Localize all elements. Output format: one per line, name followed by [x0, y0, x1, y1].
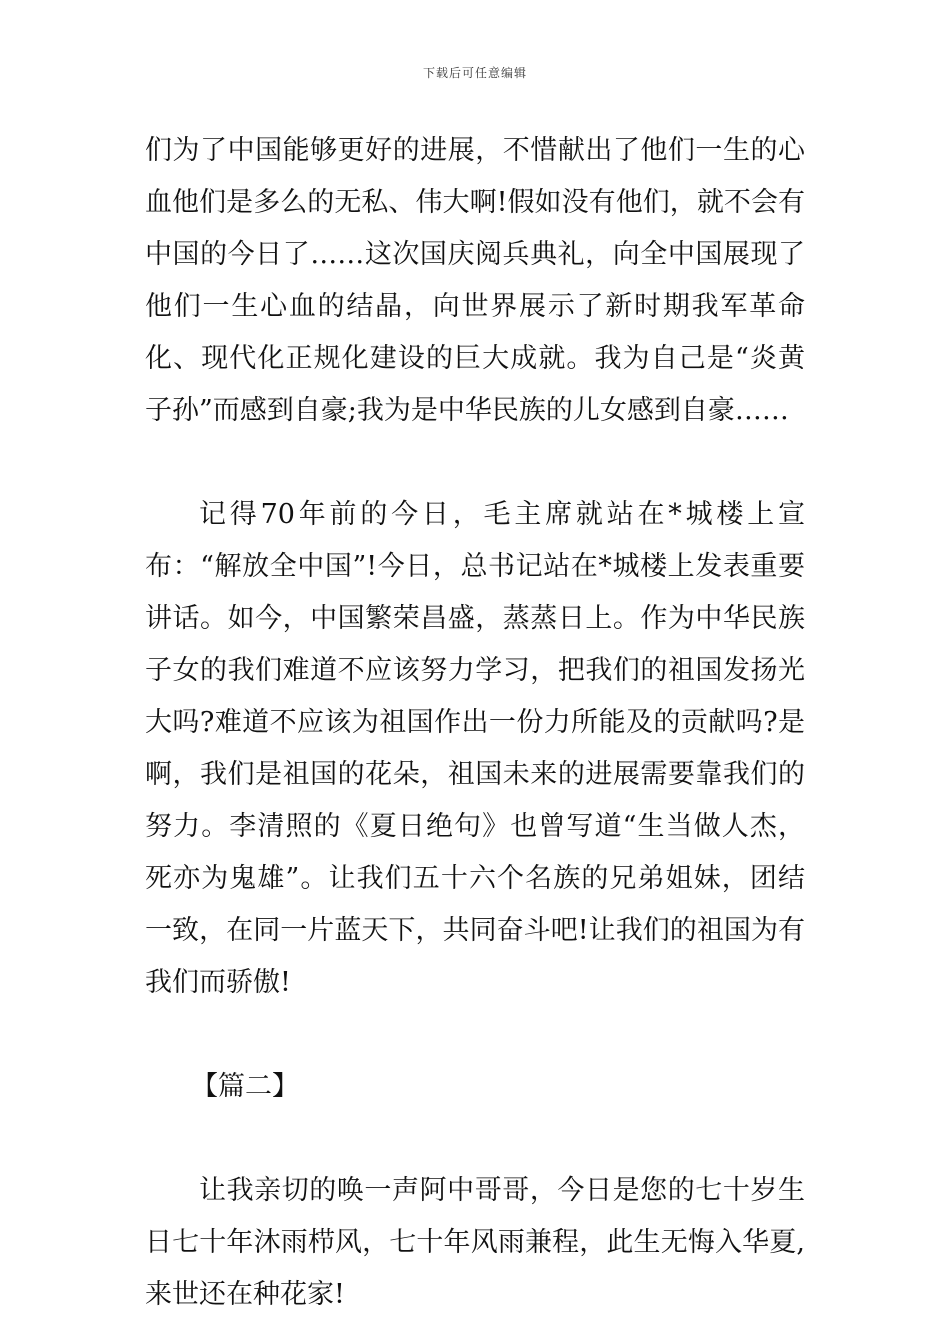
paragraph-2: 记得70年前的今日，毛主席就站在*城楼上宣布：“解放全中国”!今日，总书记站在*城楼上发表重要讲话。如今，中国繁荣昌盛，蒸蒸日上。作为中华民族子女的我们难道不应该努力学习，把我们的祖国发扬光大吗?难道不应该为祖国作出一份力所能及的贡献吗?是啊，我们是祖国的花朵，祖国未来的进展需要靠我们的努力。李清照的《夏日绝句》也曾写道“生当做人杰，死亦为鬼雄”。让我们五十六个名族的兄弟姐妹，团结一致，在同一片蓝天下，共同奋斗吧!让我们的祖国为有我们而骄傲!: [145, 499, 805, 998]
document-body: [145, 125, 805, 1321]
section-heading: 【篇二】: [191, 1071, 299, 1102]
page-header: 下载后可任意编辑: [422, 66, 527, 80]
paragraph-gap: [145, 1009, 805, 1061]
paragraph-3: 让我亲切的唤一声阿中哥哥，今日是您的七十岁生日七十年沐雨栉风，七十年风雨兼程，此生无悔入华夏,来世还在种花家!: [145, 1175, 805, 1310]
paragraph-1: 们为了中国能够更好的进展，不惜献出了他们一生的心血他们是多么的无私、伟大啊!假如没有他们，就不会有中国的今日了……这次国庆阅兵典礼，向全中国展现了他们一生心血的结晶，向世界展示了新时期我军革命化、现代化正规化建设的巨大成就。我为自己是“炎黄子孙”而感到自豪;我为是中华民族的儿女感到自豪……: [145, 135, 805, 426]
paragraph-gap: [145, 1113, 805, 1165]
paragraph-gap: [145, 437, 805, 489]
